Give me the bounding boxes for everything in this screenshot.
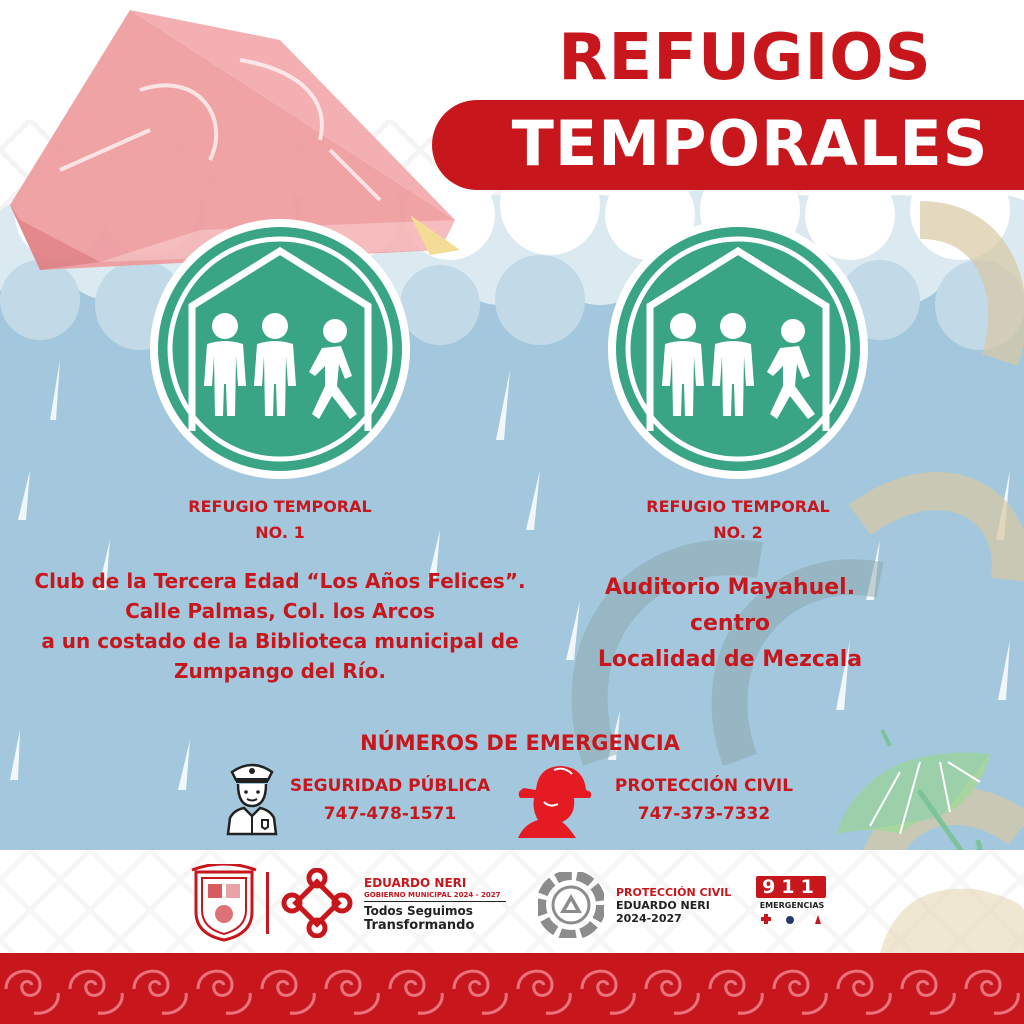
refugio-1-label: [130, 494, 430, 546]
shelter-icon-1: [147, 216, 413, 482]
contact-name: PROTECCIÓN CIVIL: [614, 776, 794, 796]
refugio-1-label-line2: NO. 1: [255, 523, 305, 542]
police-officer-icon: [224, 758, 280, 836]
footer-slogan-line2: Transformando: [364, 918, 475, 933]
refugio-2-label: [588, 494, 888, 546]
emergency-title: NÚMEROS DE EMERGENCIA: [360, 731, 680, 755]
refugio-1-address-line: Calle Palmas, Col. los Arcos: [125, 599, 435, 623]
proteccion-civil-badge-icon: [538, 872, 604, 938]
footer-municipio-name: EDUARDO NERI: [364, 876, 467, 890]
title-line-1: REFUGIOS: [558, 21, 932, 95]
footer-municipio-sub: GOBIERNO MUNICIPAL 2024 - 2027: [364, 891, 501, 899]
refugio-2-address: [560, 570, 900, 678]
refugio-2-label-line1: REFUGIO TEMPORAL: [646, 497, 830, 516]
proteccion-civil-contact: [596, 772, 812, 828]
footer: [0, 850, 1024, 953]
eduardo-neri-knot-logo-icon: [280, 868, 354, 938]
footer-pc-line1: PROTECCIÓN CIVIL: [616, 886, 732, 899]
refugio-1-address: [10, 566, 550, 686]
refugio-2-address-line: Auditorio Mayahuel.: [604, 575, 856, 600]
contact-phone[interactable]: 747-373-7332: [637, 804, 771, 824]
footer-pattern: [0, 850, 1024, 953]
bottom-ornament-band: [0, 953, 1024, 1024]
footer-pc-line3: 2024-2027: [616, 912, 682, 925]
firefighter-icon: [514, 760, 594, 840]
refugio-2-address-line: Localidad de Mezcala: [597, 647, 863, 672]
contact-name: SEGURIDAD PÚBLICA: [289, 776, 491, 796]
refugio-2-label-line2: NO. 2: [713, 523, 763, 542]
footer-divider: [266, 872, 269, 934]
refugio-1-address-line: Zumpango del Río.: [174, 659, 386, 683]
e911-number: 911: [756, 876, 826, 898]
footer-pc-line2: EDUARDO NERI: [616, 899, 710, 912]
footer-slogan-line1: Todos Seguimos: [364, 904, 473, 918]
shelter-icon-2: [605, 216, 871, 482]
refugio-1-address-line: a un costado de la Biblioteca municipal de: [41, 629, 519, 653]
title-line-2: TEMPORALES: [511, 107, 989, 180]
e911-label: EMERGENCIAS: [759, 901, 825, 910]
seguridad-publica-contact: [280, 772, 500, 828]
refugio-1-address-line: Club de la Tercera Edad “Los Años Felices”.: [34, 569, 526, 593]
contact-phone[interactable]: 747-478-1571: [323, 804, 457, 824]
refugio-2-address-line: centro: [689, 611, 771, 636]
footer-rule: [364, 901, 506, 902]
refugio-1-label-line1: REFUGIO TEMPORAL: [188, 497, 372, 516]
municipal-coat-of-arms-icon: [190, 864, 258, 942]
e911-services-icon: [760, 912, 824, 926]
